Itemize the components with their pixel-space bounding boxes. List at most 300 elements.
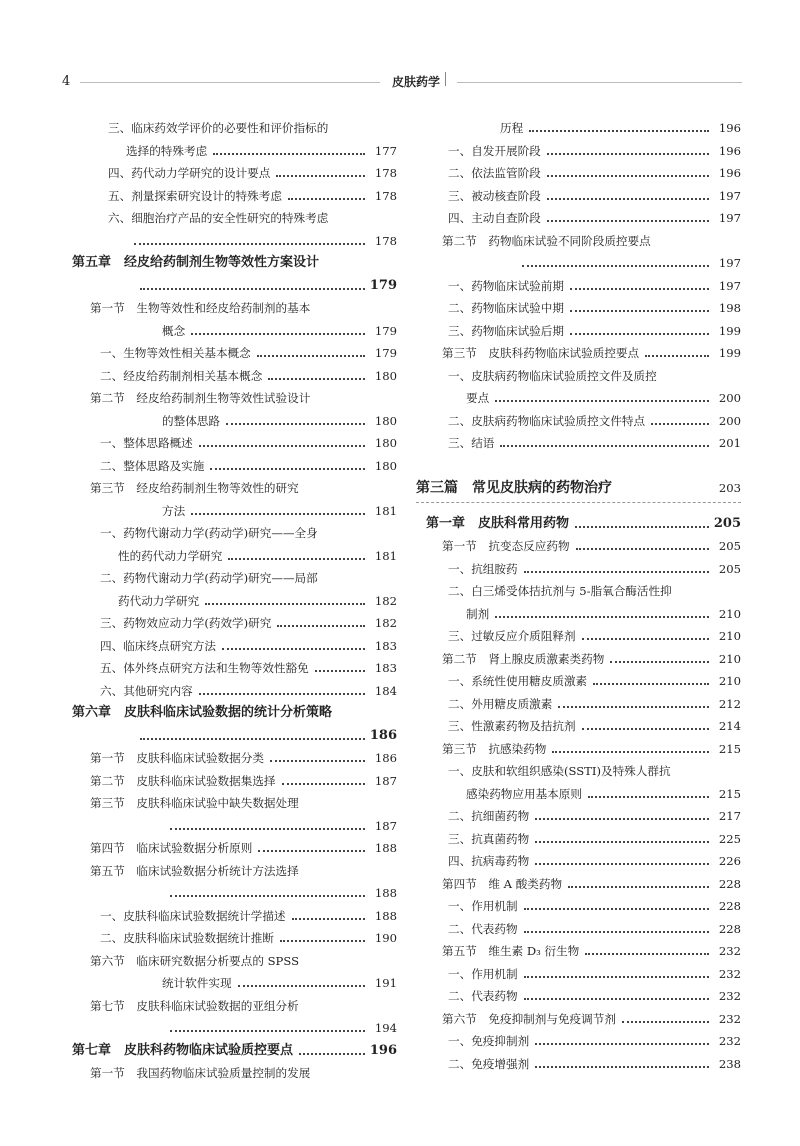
item-entry-title: 三、结语 bbox=[448, 436, 495, 450]
item-entry[interactable] bbox=[416, 805, 741, 828]
page-ref: 183 bbox=[374, 661, 397, 675]
page-ref: 228 bbox=[718, 921, 741, 936]
section-entry[interactable] bbox=[72, 882, 397, 905]
item-entry-title: 二、依法监管阶段 bbox=[448, 166, 541, 180]
page-ref: 198 bbox=[718, 301, 741, 315]
leader-dots bbox=[610, 661, 709, 663]
item-entry-title: 三、被动核查阶段 bbox=[448, 188, 541, 203]
item-entry-title: 三、抗真菌药物 bbox=[448, 831, 530, 846]
page-ref: 232 bbox=[718, 1011, 741, 1026]
item-entry-title: 一、整体思路概述 bbox=[100, 436, 193, 450]
item-entry-title: 一、皮肤和软组织感染(SSTI)及特殊人群抗 bbox=[448, 764, 671, 778]
page-ref: 232 bbox=[718, 989, 741, 1003]
leader-dots bbox=[276, 175, 365, 177]
item-entry-title: 感染药物应用基本原则 bbox=[466, 786, 582, 801]
item-entry[interactable] bbox=[416, 828, 741, 851]
section-entry[interactable] bbox=[416, 648, 741, 671]
page-ref: 205 bbox=[718, 561, 741, 576]
page-ref: 180 bbox=[374, 458, 397, 473]
item-entry-title: 一、免疫抑制剂 bbox=[448, 1034, 530, 1048]
item-entry[interactable] bbox=[72, 365, 397, 388]
page-ref: 184 bbox=[374, 683, 397, 698]
section-entry-title: 第六节 免疫抑制剂与免疫调节剂 bbox=[442, 1011, 616, 1026]
item-entry-title: 一、作用机制 bbox=[448, 899, 518, 913]
section-entry[interactable] bbox=[72, 387, 397, 410]
section-entry-title: 第一节 生物等效性和经皮给药制剂的基本 bbox=[90, 301, 311, 315]
page-ref: 197 bbox=[718, 256, 741, 270]
part-entry-title: 第三篇 常见皮肤病的药物治疗 bbox=[416, 479, 612, 496]
section-entry[interactable] bbox=[416, 940, 741, 963]
chapter-entry-title: 第一章 皮肤科常用药物 bbox=[426, 515, 570, 531]
leader-dots bbox=[495, 400, 709, 402]
section-entry-title: 第五节 临床试验数据分析统计方法选择 bbox=[90, 863, 299, 878]
page-ref: 183 bbox=[374, 638, 397, 653]
item-entry-title: 一、药物代谢动力学(药动学)研究——全身 bbox=[100, 526, 318, 540]
leader-dots bbox=[280, 940, 365, 942]
leader-dots bbox=[238, 985, 365, 987]
chapter-entry[interactable] bbox=[416, 513, 741, 536]
page-ref: 228 bbox=[718, 899, 741, 913]
leader-dots bbox=[205, 603, 365, 605]
page-ref: 182 bbox=[374, 616, 397, 630]
leader-dots bbox=[582, 638, 709, 640]
leader-dots bbox=[134, 243, 365, 245]
page-ref: 178 bbox=[374, 233, 397, 248]
leader-dots bbox=[191, 333, 365, 335]
leader-dots bbox=[622, 1021, 709, 1023]
leader-dots bbox=[213, 153, 365, 155]
item-entry[interactable] bbox=[416, 140, 741, 163]
section-entry[interactable] bbox=[416, 1008, 741, 1031]
item-entry-title: 三、过敏反应介质阻释剂 bbox=[448, 629, 576, 643]
page-ref: 232 bbox=[718, 1034, 741, 1048]
leader-dots bbox=[258, 850, 365, 852]
leader-dots bbox=[552, 751, 709, 753]
item-entry-title: 四、药代动力学研究的设计要点 bbox=[108, 166, 271, 180]
item-entry-title: 五、剂量探索研究设计的特殊考虑 bbox=[108, 188, 282, 203]
leader-dots bbox=[547, 220, 709, 222]
leader-dots bbox=[593, 683, 709, 685]
item-entry-title: 二、免疫增强剂 bbox=[448, 1056, 530, 1071]
page-ref: 188 bbox=[374, 908, 397, 923]
item-entry[interactable] bbox=[416, 693, 741, 716]
page-ref: 210 bbox=[718, 606, 741, 621]
page-ref: 187 bbox=[374, 818, 397, 833]
item-entry-title: 四、临床终点研究方法 bbox=[100, 638, 216, 653]
item-entry-title: 二、经皮给药制剂相关基本概念 bbox=[100, 368, 263, 383]
item-entry-title: 一、作用机制 bbox=[448, 966, 518, 981]
page-ref: 196 bbox=[718, 143, 741, 158]
leader-dots bbox=[500, 445, 709, 447]
item-entry-title: 二、代表药物 bbox=[448, 989, 518, 1003]
item-entry[interactable] bbox=[416, 1053, 741, 1076]
leader-dots bbox=[170, 1030, 365, 1032]
section-entry-title: 第二节 经皮给药制剂生物等效性试验设计 bbox=[90, 391, 311, 405]
page-ref: 205 bbox=[718, 539, 741, 553]
leader-dots bbox=[568, 886, 709, 888]
leader-dots bbox=[524, 908, 709, 910]
leader-dots bbox=[288, 198, 365, 200]
item-entry-title: 六、细胞治疗产品的安全性研究的特殊考虑 bbox=[108, 211, 329, 225]
page-ref: 197 bbox=[718, 278, 741, 293]
leader-dots bbox=[645, 355, 709, 357]
item-entry[interactable] bbox=[72, 432, 397, 455]
section-entry-title: 第三节 皮肤科药物临床试验质控要点 bbox=[442, 346, 640, 360]
item-entry-title: 要点 bbox=[466, 391, 490, 405]
chapter-entry[interactable] bbox=[72, 275, 397, 298]
section-entry[interactable] bbox=[72, 995, 397, 1018]
page-ref: 210 bbox=[718, 651, 741, 666]
item-entry[interactable] bbox=[72, 342, 397, 365]
leader-dots bbox=[270, 760, 365, 762]
page-ref: 217 bbox=[718, 809, 741, 823]
item-entry[interactable] bbox=[72, 117, 397, 140]
section-entry[interactable] bbox=[416, 738, 741, 761]
header-separator bbox=[445, 72, 446, 86]
leader-dots bbox=[547, 198, 709, 200]
chapter-entry[interactable] bbox=[72, 1040, 397, 1063]
page-ref: 194 bbox=[374, 1021, 397, 1035]
leader-dots bbox=[522, 265, 709, 267]
page-ref: 196 bbox=[718, 121, 741, 135]
page-ref: 232 bbox=[718, 966, 741, 981]
item-entry-title: 药代动力学研究 bbox=[118, 593, 200, 608]
page-ref: 186 bbox=[374, 751, 397, 765]
item-entry[interactable] bbox=[72, 567, 397, 590]
item-entry-title: 历程 bbox=[500, 121, 524, 135]
section-entry[interactable] bbox=[416, 342, 741, 365]
page-ref: 215 bbox=[718, 786, 741, 801]
section-entry-title: 的整体思路 bbox=[162, 413, 220, 428]
item-entry[interactable] bbox=[416, 162, 741, 185]
page-ref: 187 bbox=[374, 773, 397, 788]
leader-dots bbox=[524, 976, 709, 978]
section-entry-title: 第四节 临床试验数据分析原则 bbox=[90, 841, 253, 855]
section-entry[interactable] bbox=[72, 410, 397, 433]
leader-dots bbox=[299, 1053, 365, 1055]
item-entry[interactable] bbox=[72, 140, 397, 163]
chapter-entry-title: 第七章 皮肤科药物临床试验质控要点 bbox=[72, 1042, 294, 1058]
item-entry[interactable] bbox=[416, 117, 741, 140]
section-entry-title: 统计软件实现 bbox=[162, 976, 232, 990]
leader-dots bbox=[535, 818, 709, 820]
section-entry-title: 第二节 药物临床试验不同阶段质控要点 bbox=[442, 233, 651, 248]
item-entry-title: 四、抗病毒药物 bbox=[448, 854, 530, 868]
item-entry[interactable] bbox=[416, 275, 741, 298]
item-entry[interactable] bbox=[72, 455, 397, 478]
item-entry[interactable] bbox=[416, 760, 741, 783]
page-ref: 181 bbox=[374, 548, 397, 563]
item-entry[interactable] bbox=[416, 625, 741, 648]
leader-dots bbox=[292, 918, 366, 920]
item-entry-title: 一、皮肤病药物临床试验质控文件及质控 bbox=[448, 368, 657, 383]
section-entry-title: 第七节 皮肤科临床试验数据的亚组分析 bbox=[90, 998, 299, 1013]
page-ref: 197 bbox=[718, 211, 741, 225]
page-ref: 200 bbox=[718, 391, 741, 405]
page-ref: 199 bbox=[718, 346, 741, 360]
section-entry[interactable] bbox=[72, 860, 397, 883]
leader-dots bbox=[588, 796, 709, 798]
section-entry[interactable] bbox=[416, 873, 741, 896]
item-entry-title: 二、抗细菌药物 bbox=[448, 809, 530, 823]
part-entry[interactable] bbox=[416, 477, 741, 503]
section-entry[interactable] bbox=[72, 770, 397, 793]
leader-dots bbox=[524, 998, 709, 1000]
item-entry-title: 二、皮肤病药物临床试验质控文件特点 bbox=[448, 413, 646, 428]
section-entry[interactable] bbox=[416, 252, 741, 275]
chapter-entry[interactable] bbox=[72, 702, 397, 725]
leader-dots bbox=[575, 526, 709, 528]
item-entry[interactable] bbox=[416, 297, 741, 320]
section-entry-title: 第一节 皮肤科临床试验数据分类 bbox=[90, 751, 264, 765]
section-entry[interactable] bbox=[72, 320, 397, 343]
item-entry[interactable] bbox=[72, 185, 397, 208]
leader-dots bbox=[228, 558, 365, 560]
leader-dots bbox=[268, 378, 365, 380]
leader-dots bbox=[277, 625, 365, 627]
item-entry-title: 二、外用糖皮质激素 bbox=[448, 696, 553, 711]
item-entry-title: 一、系统性使用糖皮质激素 bbox=[448, 674, 588, 688]
page-ref: 179 bbox=[369, 277, 397, 293]
item-entry[interactable] bbox=[72, 230, 397, 253]
leader-dots bbox=[582, 728, 709, 730]
item-entry-title: 三、临床药效学评价的必要性和评价指标的 bbox=[108, 121, 329, 135]
spacer bbox=[416, 503, 741, 513]
section-entry[interactable] bbox=[72, 815, 397, 838]
page-ref: 238 bbox=[718, 1056, 741, 1071]
leader-dots bbox=[226, 423, 365, 425]
section-entry-title: 第四节 维 A 酸类药物 bbox=[442, 876, 563, 891]
page-ref: 225 bbox=[718, 831, 741, 846]
leader-dots bbox=[524, 571, 709, 573]
page-ref: 226 bbox=[718, 854, 741, 868]
page-ref: 196 bbox=[369, 1042, 397, 1058]
leader-dots bbox=[535, 1066, 709, 1068]
item-entry[interactable] bbox=[416, 918, 741, 941]
item-entry-title: 三、性激素药物及拮抗剂 bbox=[448, 719, 576, 733]
leader-dots bbox=[170, 828, 365, 830]
book-title: 皮肤药学 bbox=[392, 75, 441, 89]
page-ref: 179 bbox=[374, 323, 397, 338]
section-entry[interactable] bbox=[72, 477, 397, 500]
section-entry[interactable] bbox=[72, 837, 397, 860]
item-entry-title: 选择的特殊考虑 bbox=[126, 143, 208, 158]
section-entry-title: 第二节 皮肤科临床试验数据集选择 bbox=[90, 773, 276, 788]
page-ref: 232 bbox=[718, 944, 741, 958]
page-ref: 210 bbox=[718, 674, 741, 688]
leader-dots bbox=[576, 548, 709, 550]
page-ref: 212 bbox=[718, 696, 741, 711]
header-rule-right bbox=[457, 82, 742, 83]
leader-dots bbox=[257, 355, 365, 357]
item-entry[interactable] bbox=[416, 365, 741, 388]
section-entry[interactable] bbox=[72, 747, 397, 770]
leader-dots bbox=[570, 288, 709, 290]
leader-dots bbox=[529, 130, 709, 132]
section-entry[interactable] bbox=[72, 792, 397, 815]
page-ref: 199 bbox=[718, 323, 741, 338]
leader-dots bbox=[495, 616, 709, 618]
item-entry-title: 三、药物效应动力学(药效学)研究 bbox=[100, 616, 272, 630]
page-ref: 188 bbox=[374, 841, 397, 855]
item-entry[interactable] bbox=[72, 207, 397, 230]
section-entry[interactable] bbox=[72, 1062, 397, 1085]
item-entry-title: 六、其他研究内容 bbox=[100, 683, 193, 698]
page-ref: 205 bbox=[713, 515, 741, 531]
leader-dots bbox=[170, 895, 365, 897]
section-entry[interactable] bbox=[416, 535, 741, 558]
item-entry[interactable] bbox=[72, 590, 397, 613]
item-entry[interactable] bbox=[72, 522, 397, 545]
page-ref: 182 bbox=[374, 593, 397, 608]
section-entry-title: 方法 bbox=[162, 503, 186, 518]
section-entry[interactable] bbox=[72, 500, 397, 523]
item-entry-title: 二、代表药物 bbox=[448, 921, 518, 936]
item-entry-title: 二、药物临床试验中期 bbox=[448, 301, 564, 315]
item-entry[interactable] bbox=[416, 185, 741, 208]
leader-dots bbox=[558, 706, 709, 708]
item-entry-title: 一、生物等效性相关基本概念 bbox=[100, 346, 251, 360]
section-entry-title: 第一节 抗变态反应药物 bbox=[442, 539, 570, 553]
item-entry-title: 制剂 bbox=[466, 606, 490, 621]
leader-dots bbox=[140, 738, 365, 740]
item-entry-title: 二、整体思路及实施 bbox=[100, 458, 205, 473]
chapter-entry-title: 第五章 经皮给药制剂生物等效性方案设计 bbox=[72, 255, 320, 270]
leader-dots bbox=[547, 153, 709, 155]
item-entry[interactable] bbox=[416, 715, 741, 738]
item-entry[interactable] bbox=[416, 432, 741, 455]
leader-dots bbox=[199, 445, 365, 447]
leader-dots bbox=[210, 468, 365, 470]
item-entry[interactable] bbox=[416, 603, 741, 626]
item-entry-title: 一、抗组胺药 bbox=[448, 561, 518, 576]
leader-dots bbox=[585, 953, 709, 955]
header-rule-left bbox=[80, 82, 380, 83]
leader-dots bbox=[570, 333, 709, 335]
page-ref: 215 bbox=[718, 741, 741, 756]
item-entry-title: 一、皮肤科临床试验数据统计学描述 bbox=[100, 908, 286, 923]
item-entry-title: 二、白三烯受体拮抗剂与 5-脂氧合酶活性抑 bbox=[448, 584, 672, 598]
item-entry[interactable] bbox=[72, 545, 397, 568]
page-ref: 197 bbox=[718, 188, 741, 203]
item-entry[interactable] bbox=[416, 558, 741, 581]
page-ref: 196 bbox=[718, 166, 741, 180]
section-entry-title: 第五节 维生素 D₃ 衍生物 bbox=[442, 944, 580, 958]
chapter-entry[interactable] bbox=[72, 252, 397, 275]
leader-dots bbox=[524, 931, 709, 933]
section-entry-title: 第三节 经皮给药制剂生物等效性的研究 bbox=[90, 481, 299, 495]
item-entry-title: 一、自发开展阶段 bbox=[448, 143, 541, 158]
item-entry[interactable] bbox=[416, 207, 741, 230]
page-ref: 180 bbox=[374, 413, 397, 428]
item-entry-title: 性的药代动力学研究 bbox=[118, 548, 223, 563]
item-entry-title: 三、药物临床试验后期 bbox=[448, 323, 564, 338]
item-entry[interactable] bbox=[72, 162, 397, 185]
page-ref: 201 bbox=[718, 436, 741, 450]
page-ref: 181 bbox=[374, 503, 397, 518]
item-entry-title: 四、主动自查阶段 bbox=[448, 211, 541, 225]
item-entry[interactable] bbox=[416, 320, 741, 343]
page-number: 4 bbox=[62, 74, 71, 89]
item-entry-title: 二、皮肤科临床试验数据统计推断 bbox=[100, 931, 274, 945]
section-entry[interactable] bbox=[72, 1017, 397, 1040]
item-entry[interactable] bbox=[416, 895, 741, 918]
page-ref: 178 bbox=[374, 188, 397, 203]
page-ref: 177 bbox=[374, 143, 397, 158]
toc-column-right bbox=[416, 117, 741, 1075]
page-ref: 203 bbox=[718, 480, 741, 495]
item-entry[interactable] bbox=[416, 387, 741, 410]
item-entry[interactable] bbox=[416, 783, 741, 806]
section-entry[interactable] bbox=[416, 230, 741, 253]
section-entry-title: 第三节 抗感染药物 bbox=[442, 741, 547, 756]
leader-dots bbox=[651, 423, 709, 425]
item-entry[interactable] bbox=[416, 985, 741, 1008]
page-ref: 214 bbox=[718, 719, 741, 733]
section-entry-title: 第三节 皮肤科临床试验中缺失数据处理 bbox=[90, 796, 299, 810]
item-entry[interactable] bbox=[72, 657, 397, 680]
page-ref: 180 bbox=[374, 436, 397, 450]
item-entry[interactable] bbox=[72, 612, 397, 635]
page-ref: 180 bbox=[374, 368, 397, 383]
leader-dots bbox=[282, 783, 366, 785]
page-ref: 191 bbox=[374, 976, 397, 990]
section-entry-title: 第六节 临床研究数据分析要点的 SPSS bbox=[90, 953, 300, 968]
section-entry[interactable] bbox=[72, 297, 397, 320]
chapter-entry[interactable] bbox=[72, 725, 397, 748]
leader-dots bbox=[535, 1043, 709, 1045]
page-ref: 186 bbox=[369, 727, 397, 743]
page-ref: 210 bbox=[718, 629, 741, 643]
chapter-entry-title: 第六章 皮肤科临床试验数据的统计分析策略 bbox=[72, 705, 333, 720]
item-entry-title: 二、药物代谢动力学(药动学)研究——局部 bbox=[100, 571, 318, 585]
spacer bbox=[416, 455, 741, 477]
page-ref: 190 bbox=[374, 931, 397, 945]
item-entry[interactable] bbox=[416, 580, 741, 603]
item-entry[interactable] bbox=[416, 410, 741, 433]
section-entry-title: 第二节 肾上腺皮质激素类药物 bbox=[442, 651, 605, 666]
leader-dots bbox=[222, 648, 365, 650]
leader-dots bbox=[535, 841, 709, 843]
page-ref: 188 bbox=[374, 886, 397, 900]
leader-dots bbox=[547, 175, 709, 177]
item-entry[interactable] bbox=[416, 670, 741, 693]
page-ref: 200 bbox=[718, 413, 741, 428]
page-ref: 178 bbox=[374, 166, 397, 180]
section-entry[interactable] bbox=[72, 972, 397, 995]
leader-dots bbox=[315, 670, 365, 672]
page-ref: 179 bbox=[374, 346, 397, 360]
item-entry[interactable] bbox=[72, 927, 397, 950]
part-divider bbox=[416, 502, 741, 503]
leader-dots bbox=[140, 288, 365, 290]
item-entry[interactable] bbox=[72, 905, 397, 928]
item-entry[interactable] bbox=[416, 1030, 741, 1053]
section-entry[interactable] bbox=[72, 950, 397, 973]
page-ref: 228 bbox=[718, 876, 741, 891]
item-entry[interactable] bbox=[72, 680, 397, 703]
item-entry-title: 五、体外终点研究方法和生物等效性豁免 bbox=[100, 661, 309, 675]
item-entry[interactable] bbox=[416, 850, 741, 873]
item-entry[interactable] bbox=[416, 963, 741, 986]
section-entry-title: 概念 bbox=[162, 323, 186, 338]
toc-column-left bbox=[72, 117, 397, 1085]
item-entry[interactable] bbox=[72, 635, 397, 658]
running-header bbox=[62, 70, 742, 94]
leader-dots bbox=[535, 863, 709, 865]
leader-dots bbox=[199, 693, 365, 695]
item-entry-title: 一、药物临床试验前期 bbox=[448, 278, 564, 293]
